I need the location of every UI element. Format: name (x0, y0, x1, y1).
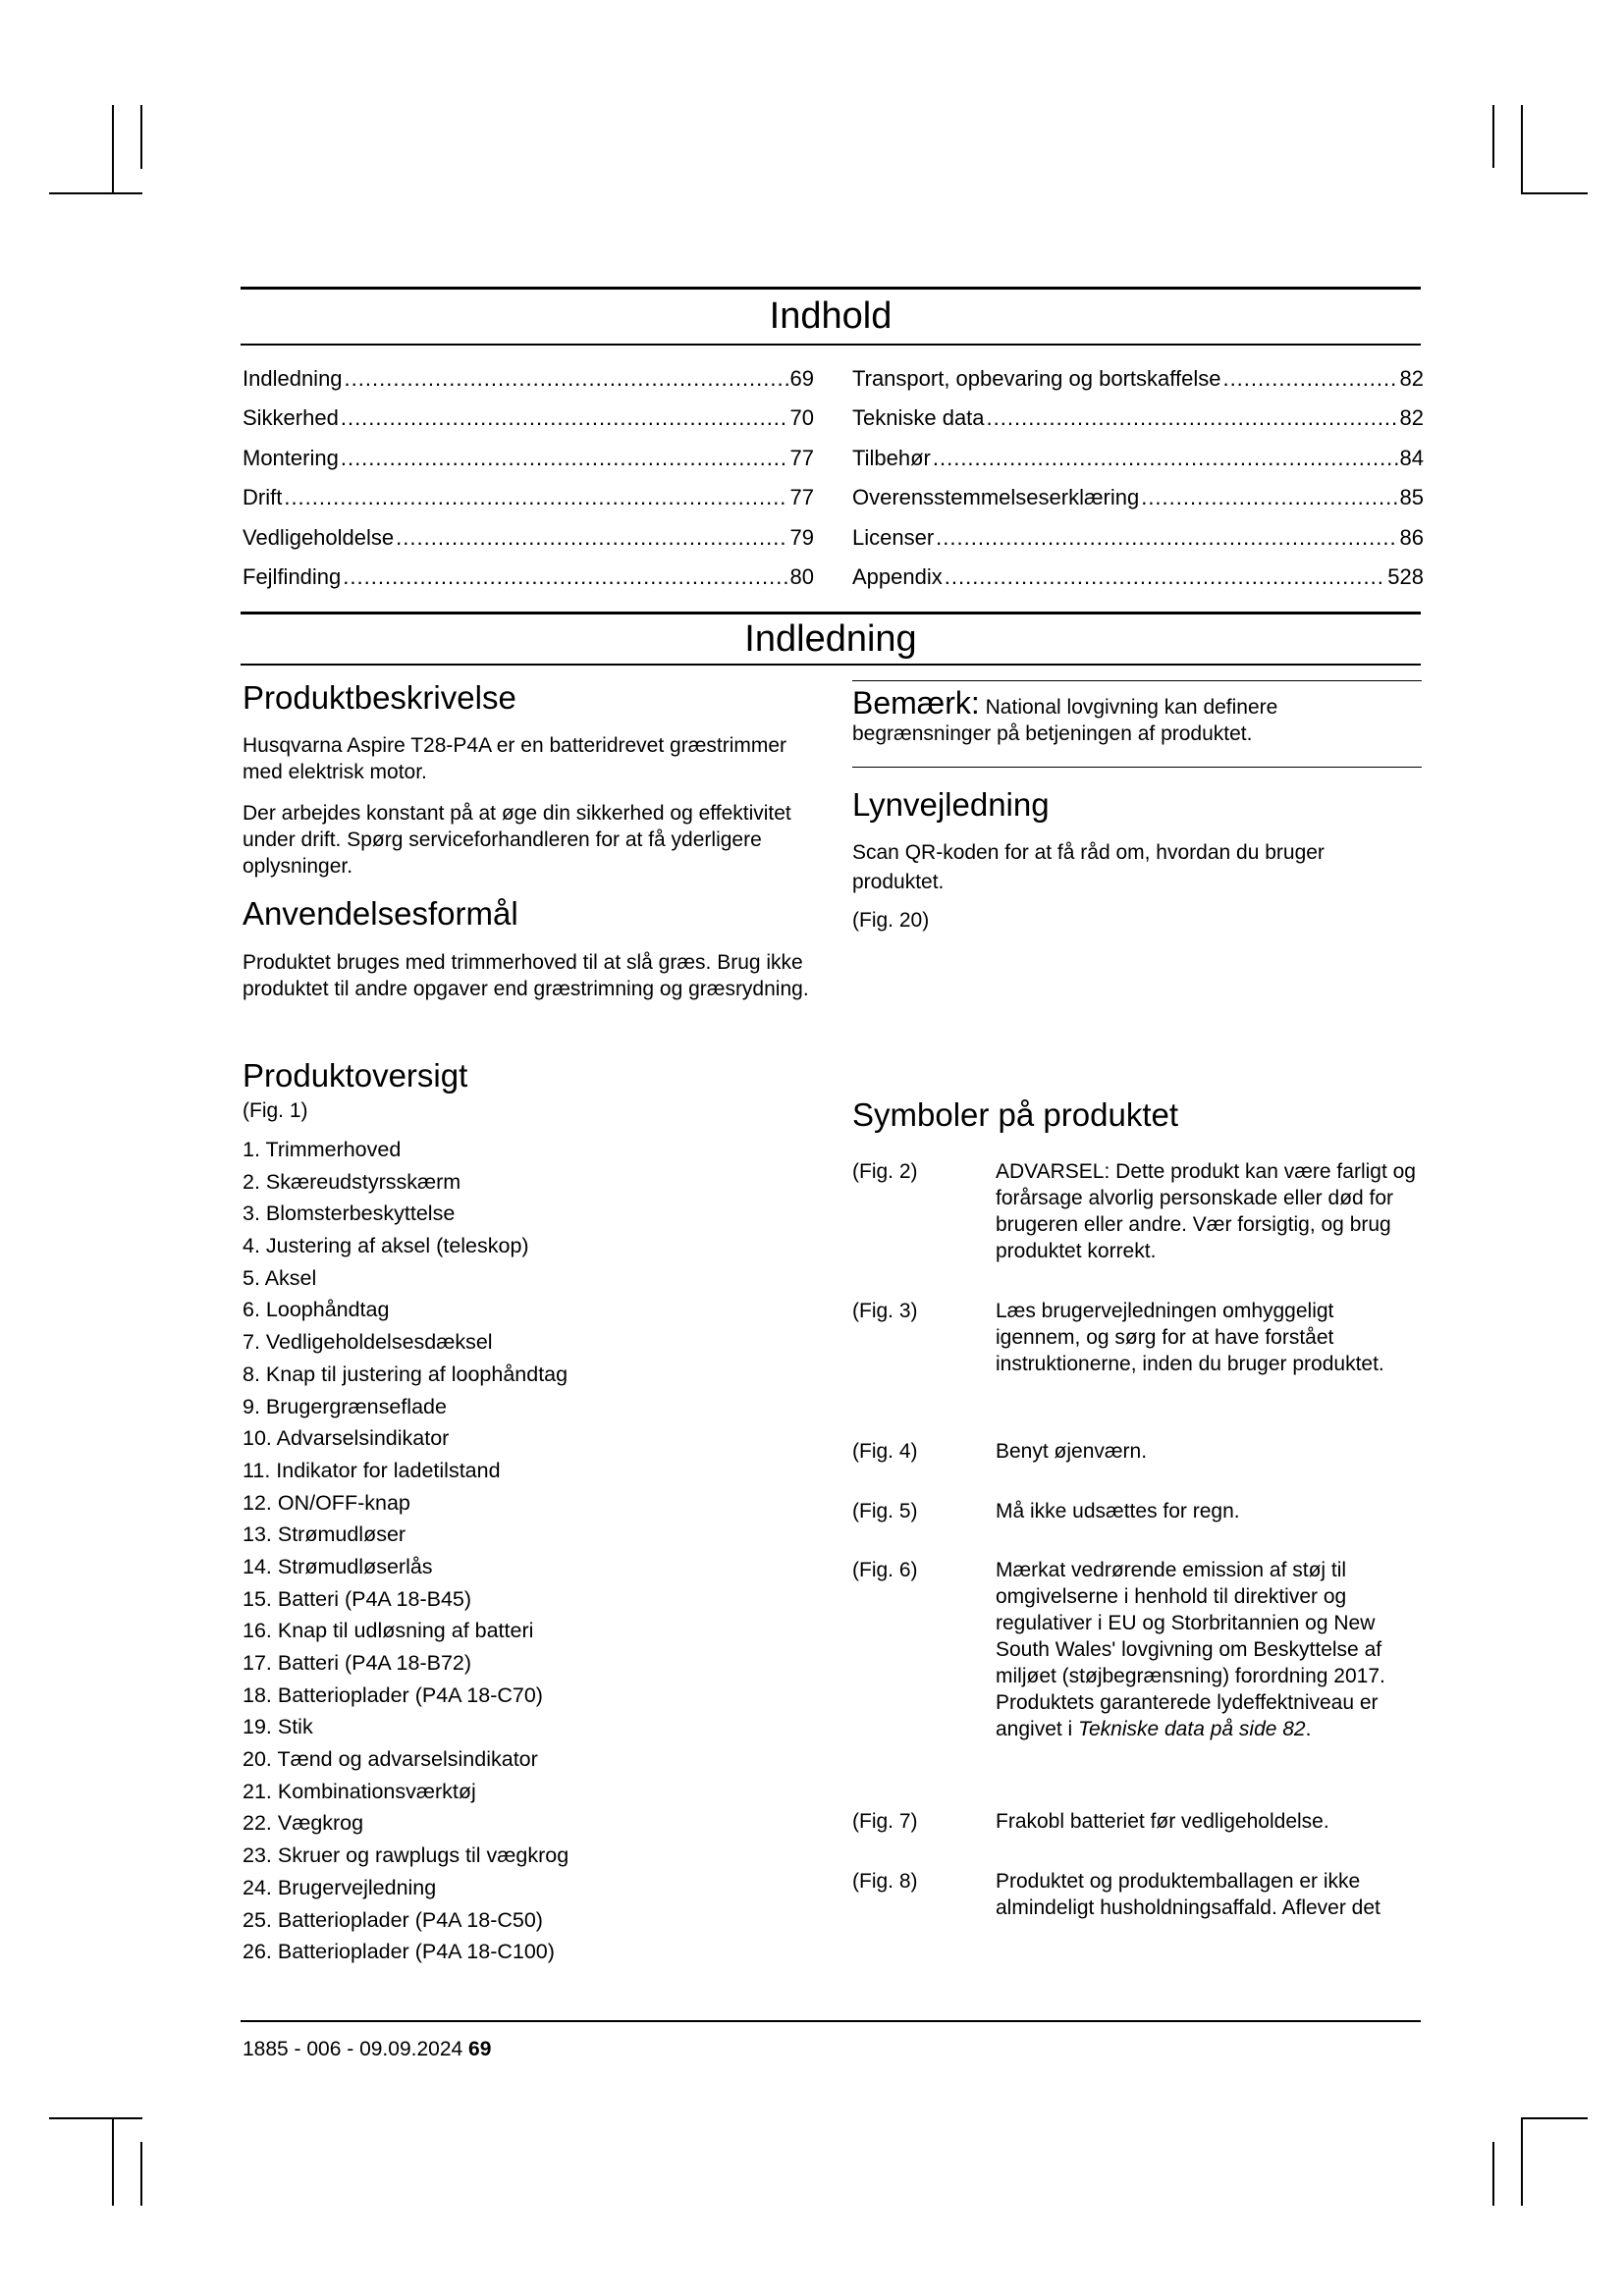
symbol-text-main: Mærkat vedrørende emission af støj til omgivelserne i henhold til direktiver og regulativer i EU og Storbritannien og New South Wales' lovgivning om Beskyttelse af miljøet (støjbegrænsning) forordning 2017. Produktets garanterede lydeffektniveau er angivet i (996, 1559, 1385, 1740)
note-top-rule (852, 680, 1422, 681)
toc-top-rule (241, 287, 1421, 290)
symbols-heading: Symboler på produktet (852, 1096, 1179, 1133)
toc-title: Indhold (769, 295, 893, 337)
toc-entry[interactable]: Tilbehør ..... 84 (852, 431, 1424, 471)
footer-rule (241, 2020, 1421, 2022)
list-item: 10. Advarselsindikator (243, 1426, 450, 1451)
toc-right-column (852, 351, 1424, 590)
overview-list (243, 1134, 568, 1968)
overview-heading: Produktoversigt (243, 1057, 468, 1094)
list-item: 9. Brugergrænseflade (243, 1394, 447, 1418)
note-label: Bemærk: (852, 685, 980, 721)
quick-guide-heading: Lynvejledning (852, 786, 1050, 823)
toc-entry[interactable]: Drift ..... 77 (243, 471, 814, 511)
toc-entry[interactable]: Fejlfinding ..... 80 (243, 551, 814, 591)
list-item: 3. Blomsterbeskyttelse (243, 1201, 456, 1226)
toc-left-column (243, 351, 814, 590)
list-item: 6. Loophåndtag (243, 1298, 390, 1322)
list-item: 23. Skruer og rawplugs til vægkrog (243, 1843, 569, 1868)
list-item: 20. Tænd og advarselsindikator (243, 1747, 538, 1772)
symbol-text: Produktet og produktemballagen er ikke almindeligt husholdningsaffald. Aflever det (996, 1870, 1380, 1919)
list-item: 12. ON/OFF-knap (243, 1490, 410, 1515)
list-item: 11. Indikator for ladetilstand (243, 1458, 501, 1482)
toc-entry[interactable]: Montering ..... 77 (243, 431, 814, 471)
footer-doc-id: 1885 - 006 - 09.09.2024 (243, 2038, 463, 2060)
list-item: 17. Batteri (P4A 18-B72) (243, 1651, 472, 1675)
list-item: 5. Aksel (243, 1265, 317, 1290)
symbol-fig-ref: (Fig. 2) (852, 1160, 918, 1183)
toc-entry[interactable]: Transport, opbevaring og bortskaffelse ..... 82 (852, 351, 1424, 392)
toc-entry[interactable]: Licenser ..... 86 (852, 510, 1424, 551)
toc-entry[interactable]: Overensstemmelseserklæring ..... 85 (852, 471, 1424, 511)
list-item: 19. Stik (243, 1715, 313, 1739)
list-item: 26. Batterioplader (P4A 18-C100) (243, 1940, 555, 1964)
symbol-text: ADVARSEL: Dette produkt kan være farligt og forårsage alvorlig personskade eller død for brugeren eller andre. Vær forsigtig, og brug produktet korrekt. (996, 1160, 1416, 1262)
intro-title: Indledning (744, 618, 917, 660)
list-item: 13. Strømudløser (243, 1522, 406, 1547)
toc-entry[interactable]: Vedligeholdelse ..... 79 (243, 510, 814, 551)
toc-title-rule (241, 344, 1421, 346)
symbol-fig-ref: (Fig. 4) (852, 1440, 918, 1463)
footer-page-number: 69 (468, 2038, 492, 2060)
list-item: 4. Justering af aksel (teleskop) (243, 1234, 529, 1258)
list-item: 14. Strømudløserlås (243, 1554, 433, 1578)
intended-use-p1: Produktet bruges med trimmerhoved til at slå græs. Brug ikke produktet til andre opgaver end græstrimning og græsrydning. (243, 951, 809, 1000)
symbol-text: Benyt øjenværn. (996, 1440, 1148, 1463)
list-item: 24. Brugervejledning (243, 1875, 437, 1899)
list-item: 2. Skæreudstyrsskærm (243, 1169, 461, 1194)
toc-entry[interactable]: Sikkerhed ..... 70 (243, 392, 814, 432)
overview-fig-ref: (Fig. 1) (243, 1099, 308, 1122)
list-item: 8. Knap til justering af loophåndtag (243, 1362, 568, 1386)
toc-entry[interactable]: Indledning ..... 69 (243, 351, 814, 392)
list-item: 21. Kombinationsværktøj (243, 1779, 476, 1803)
list-item: 18. Batterioplader (P4A 18-C70) (243, 1682, 543, 1707)
quick-guide-fig-ref: (Fig. 20) (852, 909, 930, 932)
note-bottom-rule (852, 767, 1422, 768)
note-box (852, 685, 1402, 747)
quick-guide-p1: Scan QR-koden for at få råd om, hvordan du bruger produktet. (852, 841, 1325, 893)
note-body: National lovgivning kan definere begrænsninger på betjeningen af produktet. (852, 696, 1278, 745)
symbol-fig-ref: (Fig. 5) (852, 1500, 918, 1522)
list-item: 22. Vægkrog (243, 1811, 364, 1836)
toc-entry[interactable]: Appendix ..... 528 (852, 551, 1424, 591)
symbol-fig-ref: (Fig. 6) (852, 1559, 918, 1581)
symbol-text-tail: . (1305, 1718, 1312, 1740)
symbol-text: Læs brugervejledningen omhyggeligt igennem, og sørg for at have forstået instruktionerne, inden du bruger produktet. (996, 1300, 1384, 1375)
list-item: 25. Batterioplader (P4A 18-C50) (243, 1907, 543, 1932)
list-item: 16. Knap til udløsning af batteri (243, 1619, 534, 1643)
intended-use-heading: Anvendelsesformål (243, 895, 518, 932)
symbol-text: Frakobl batteriet før vedligeholdelse. (996, 1810, 1329, 1833)
product-description-p2: Der arbejdes konstant på at øge din sikkerhed og effektivitet under drift. Spørg serviceforhandleren for at få yderligere oplysninger. (243, 802, 791, 878)
list-item: 15. Batteri (P4A 18-B45) (243, 1586, 472, 1611)
symbol-fig-ref: (Fig. 3) (852, 1300, 918, 1322)
note-text (852, 685, 1402, 747)
toc-entry[interactable]: Tekniske data ..... 82 (852, 392, 1424, 432)
product-description-heading: Produktbeskrivelse (243, 679, 516, 716)
product-description-p1: Husqvarna Aspire T28-P4A er en batteridrevet græstrimmer med elektrisk motor. (243, 734, 787, 783)
symbol-fig-ref: (Fig. 7) (852, 1810, 918, 1833)
symbol-text (996, 1557, 1420, 1742)
intro-top-rule (241, 612, 1421, 614)
intro-title-rule (241, 664, 1421, 666)
symbol-fig-ref: (Fig. 8) (852, 1870, 918, 1893)
page-footer (243, 2038, 491, 2061)
symbol-text: Må ikke udsættes for regn. (996, 1500, 1240, 1522)
list-item: 7. Vedligeholdelsesdæksel (243, 1330, 493, 1355)
cross-reference-link[interactable]: Tekniske data på side 82 (1078, 1718, 1306, 1740)
list-item: 1. Trimmerhoved (243, 1138, 402, 1161)
